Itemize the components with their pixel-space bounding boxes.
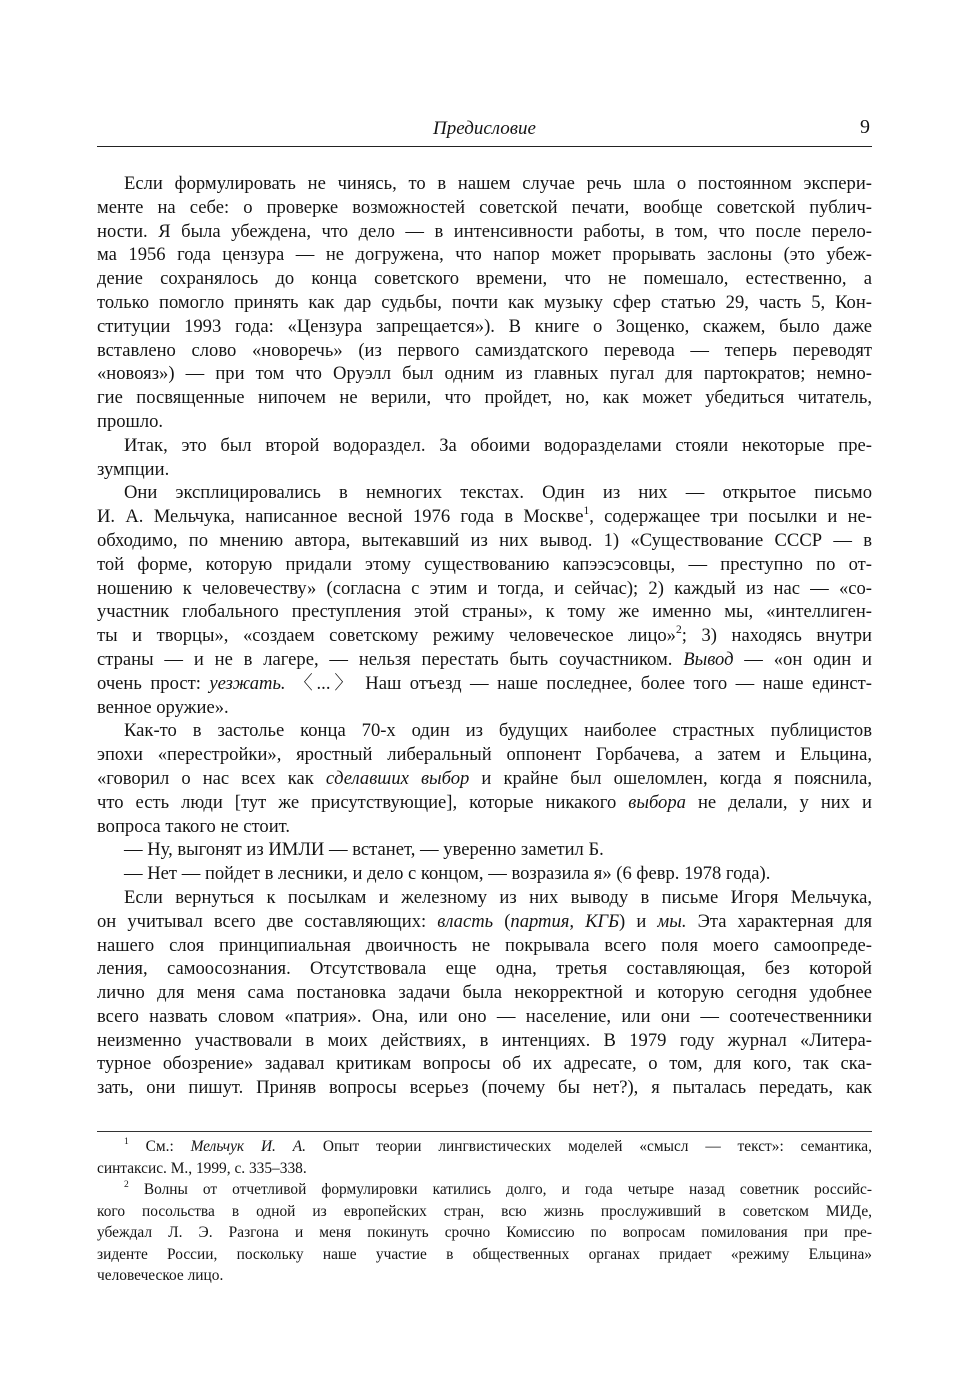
italic-text: Мельчук И. А. bbox=[190, 1138, 306, 1155]
text-run: Если вернуться к посылкам и железному из них выводу в письме Игоря Мельчука, bbox=[124, 886, 872, 908]
text-run: Они эксплицировались в немногих текстах. Один из них — открытое письмо bbox=[124, 482, 872, 504]
footnotes bbox=[97, 1131, 872, 1287]
body-line bbox=[97, 624, 872, 648]
body-line bbox=[97, 767, 872, 791]
text-run: убеждал Л. Э. Разгона и меня покинуть срочно Комиссию по вопросам помилования при пре- bbox=[97, 1224, 872, 1241]
text-run: турное обозрение» задавал критикам вопросы об их адресате, о том, для кого, так ска- bbox=[97, 1053, 872, 1075]
footnote-line bbox=[97, 1222, 872, 1244]
body-line bbox=[97, 315, 872, 339]
text-run: ты и творцы», «создаем советскому режиму человеческое лицо» bbox=[97, 625, 676, 647]
text-run: человеческое лицо. bbox=[97, 1267, 224, 1284]
page-number: 9 bbox=[860, 116, 870, 138]
text-run: ( bbox=[493, 910, 511, 932]
body-line bbox=[97, 243, 872, 267]
text-run: «говорил о нас всех как bbox=[97, 767, 326, 789]
body-line bbox=[97, 172, 872, 196]
italic-text: мы. bbox=[657, 910, 687, 932]
main-text bbox=[97, 172, 872, 1100]
body-line bbox=[97, 719, 872, 743]
text-run: Итак, это был второй водораздел. За обоими водоразделами стояли некоторые пре- bbox=[124, 434, 872, 456]
text-run: Как-то в застолье конца 70-х один из будущих наиболее страстных публицистов bbox=[124, 720, 872, 742]
footnote-line bbox=[97, 1136, 872, 1158]
text-run: — Ну, выгонят из ИМЛИ — встанет, — уверенно заметил Б. bbox=[124, 839, 604, 861]
text-run: венное оружие». bbox=[97, 696, 229, 718]
text-run: только помогло принять как дар судьбы, почти как музыку сфер статью 29, часть 5, Кон- bbox=[97, 291, 872, 313]
text-run: ма 1956 года цензура — не догружена, что напор может прорывать заслоны (это убеж- bbox=[97, 244, 872, 266]
running-header bbox=[97, 116, 872, 147]
text-run: дение сохранялось до конца советского времени, что не помешало, естественно, а bbox=[97, 268, 872, 290]
text-run: ношению к человечеству» (согласна с этим и тогда, и сейчас); 2) каждый из нас — «со- bbox=[97, 577, 872, 599]
text-run: — «он один и bbox=[733, 648, 872, 670]
text-run: зиденте России, поскольку наше участие в общественных органах придает «режиму Ельцина» bbox=[97, 1245, 872, 1263]
body-line bbox=[97, 410, 872, 434]
text-run: участник глобального преступления этой страны», к тому же именно мы, «интеллиген- bbox=[97, 601, 872, 623]
body-line bbox=[97, 339, 872, 363]
text-run: прошло. bbox=[97, 410, 164, 432]
body-line bbox=[97, 362, 872, 386]
body-line bbox=[97, 815, 872, 839]
text-run: что есть люди [тут же присутствующие], которые никакого bbox=[97, 791, 629, 813]
body-line bbox=[97, 886, 872, 910]
text-run: ; 3) находясь внутри bbox=[681, 625, 872, 647]
text-run: не делали, у них и bbox=[685, 791, 872, 813]
footnote-rule bbox=[97, 1131, 872, 1132]
text-run: страны — и не в лагере, — нельзя перестать быть соучастником. bbox=[97, 648, 684, 670]
text-run: вопроса такого не стоит. bbox=[97, 815, 291, 837]
body-line bbox=[97, 481, 872, 505]
footnote-marker: 2 bbox=[675, 623, 682, 636]
italic-text: власть bbox=[437, 910, 494, 932]
text-run: зумпции. bbox=[97, 458, 170, 480]
body-line bbox=[97, 791, 872, 815]
body-line bbox=[97, 553, 872, 577]
footnote-line bbox=[97, 1179, 872, 1201]
body-line bbox=[97, 1052, 872, 1076]
text-run: Волны от отчетливой формулировки катились долго, и года четыре назад советник российс- bbox=[128, 1181, 872, 1198]
body-line bbox=[97, 743, 872, 767]
body-line bbox=[97, 577, 872, 601]
text-run: ления, самоосознания. Отсутствовала еще одна, третья составляющая, без которой bbox=[97, 958, 872, 980]
body-line bbox=[97, 672, 872, 696]
body-line bbox=[97, 696, 872, 720]
text-run: , содержащее три посылки и не- bbox=[589, 506, 872, 528]
body-line bbox=[97, 910, 872, 934]
text-run: «новояз») — при том что Оруэлл был одним из главных пугал для партократов; немно- bbox=[97, 363, 872, 385]
text-run: Опыт теории лингвистических моделей «смысл — текст»: семантика, bbox=[306, 1138, 872, 1155]
body-line bbox=[97, 981, 872, 1005]
text-run: очень прост: bbox=[97, 672, 210, 694]
text-run: Эта характерная для bbox=[686, 910, 872, 932]
text-run: он учитывал всего две составляющих: bbox=[97, 910, 438, 932]
text-run: См.: bbox=[128, 1138, 191, 1155]
text-run: кого посольства в одной из европейских стран, всю жизнь прослуживший в советском МИДе, bbox=[97, 1202, 872, 1220]
body-line bbox=[97, 1005, 872, 1029]
body-line bbox=[97, 196, 872, 220]
body-line bbox=[97, 386, 872, 410]
body-line bbox=[97, 458, 872, 482]
footnote-line bbox=[97, 1265, 872, 1287]
italic-text: уезжать. bbox=[209, 672, 286, 694]
footnote-line bbox=[97, 1158, 872, 1180]
body-line bbox=[97, 505, 872, 529]
body-line bbox=[97, 600, 872, 624]
text-run: — Нет — пойдет в лесники, и дело с концом, — возразила я» (6 февр. 1978 года). bbox=[124, 863, 771, 885]
italic-text: партия, КГБ bbox=[510, 910, 620, 932]
italic-text: выбора bbox=[628, 791, 686, 813]
text-run: той форме, которую придали этому существованию капээсэсовцы, — преступно по от- bbox=[97, 553, 872, 575]
footnote-line bbox=[97, 1244, 872, 1266]
text-run: лично для меня сама постановка задачи была некорректной и которую сегодня удобнее bbox=[97, 982, 872, 1004]
italic-text: сделавших выбор bbox=[325, 767, 470, 789]
text-run: зать, они пишут. Приняв вопросы всерьез (почему бы нет?), я пыталась передать, как bbox=[97, 1077, 872, 1099]
text-run: эпохи «перестройки», яростный либеральный оппонент Горбачева, а затем и Ельцина, bbox=[97, 744, 872, 766]
text-run: всего назвать словом «патрия». Она, или оно — население, или они — соотечественники bbox=[97, 1005, 872, 1027]
text-run: менте на себе: о проверке возможностей советской печати, вообще советской публич- bbox=[97, 196, 872, 218]
body-line bbox=[97, 1029, 872, 1053]
text-run: гие посвященные нипочем не верили, что пройдет, но, как может убедиться читатель, bbox=[97, 387, 872, 409]
footnote-line bbox=[97, 1201, 872, 1223]
text-run: Если формулировать не чинясь, то в нашем случае речь шла о постоянном экспери- bbox=[124, 173, 872, 194]
body-line bbox=[97, 1076, 872, 1100]
text-run: И. А. Мельчука, написанное весной 1976 года в Москве bbox=[97, 506, 584, 528]
body-line bbox=[97, 267, 872, 291]
text-run: синтаксис. М., 1999, с. 335–338. bbox=[97, 1159, 307, 1177]
italic-text: Вывод bbox=[683, 648, 734, 670]
body-line bbox=[97, 648, 872, 672]
body-line bbox=[97, 291, 872, 315]
text-run: ) и bbox=[619, 910, 658, 932]
text-run: вставлено слово «новоречь» (из первого самиздатского перевода — теперь переводят bbox=[97, 339, 872, 361]
text-run: обходимо, по мнению автора, вытекавший из них вывод. 1) «Существование СССР — в bbox=[97, 529, 872, 551]
text-run: нашего слоя принципиальная двоичность не покрывала всего поля моего самоопреде- bbox=[97, 934, 872, 956]
footnote-marker: 1 bbox=[583, 504, 590, 517]
footnote-marker: 2 bbox=[124, 1178, 129, 1190]
text-run: 〈...〉 Наш отъезд — наше последнее, более того — наше единст- bbox=[285, 672, 872, 694]
running-title: Предисловие bbox=[433, 118, 536, 139]
body-line bbox=[97, 957, 872, 981]
body-line bbox=[97, 529, 872, 553]
body-line bbox=[97, 862, 872, 886]
footnote-marker: 1 bbox=[124, 1135, 129, 1147]
text-run: и крайне был ошеломлен, когда я пояснила, bbox=[469, 767, 872, 789]
text-run: ституции 1993 года: «Цензура запрещается»). В книге о Зощенко, скажем, было даже bbox=[97, 315, 872, 337]
text-run: неизменно участвовали в моих действиях, в интенциях. В 1979 году журнал «Литера- bbox=[97, 1029, 872, 1051]
text-run: ности. Я была убеждена, что дело — в интенсивности работы, в том, что после перело- bbox=[97, 220, 872, 242]
body-line bbox=[97, 434, 872, 458]
body-line bbox=[97, 838, 872, 862]
body-line bbox=[97, 220, 872, 244]
body-line bbox=[97, 934, 872, 958]
